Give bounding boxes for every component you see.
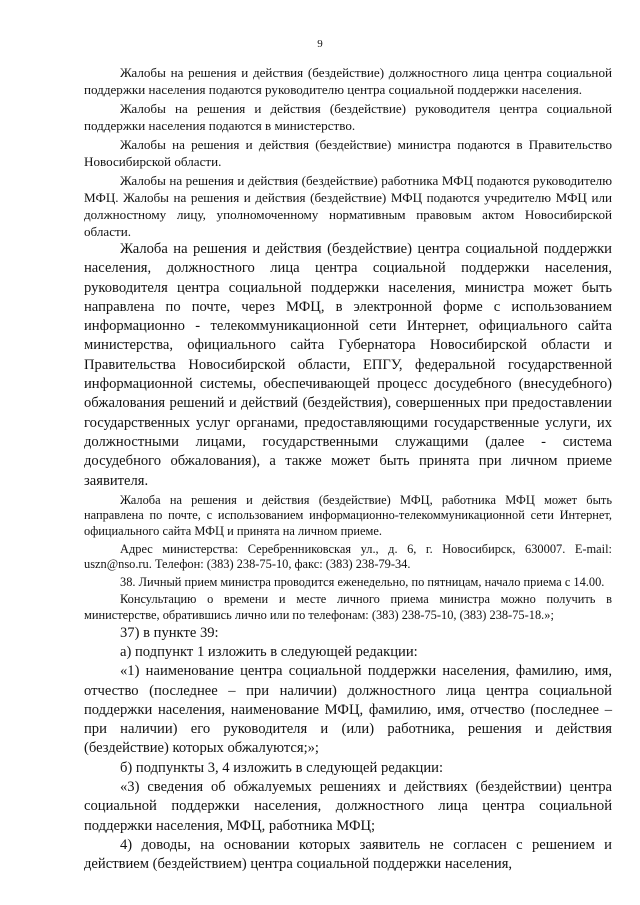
paragraph-7: Адрес министерства: Серебренниковская ул., д. 6, г. Новосибирск, 630007. E-mail: uszn@nso.ru. Телефон: (383) 238-75-10, факс: (383) 238-79-34. [84,541,612,572]
paragraph-12: «1) наименование центра социальной поддержки населения, фамилию, имя, отчество (последнее – при наличии) должностного лица центра социальной поддержки населения, наименование МФЦ, фамилию, имя, отчество (последнее – при наличии) его руководителя и (или) работника, решения и действия (бездействие) которых обжалуются;»; [84,663,612,757]
paragraph-5: Жалоба на решения и действия (бездействие) центра социальной поддержки населения, должностного лица центра социальной поддержки населения, руководителя центра социальной поддержки населения, министра может быть направлена по почте, через МФЦ, в электронной форме с использованием информационно - телекоммуникационной сети Интернет, официального сайта министерства, официального сайта Губернатора Новосибирской области и Правительства Новосибирской области, ЕПГУ, федеральной государственной информационной системы, обеспечивающей процесс досудебного (внесудебного) обжалования решений и действий (бездействия), совершенных при предоставлении государственных услуг органами, предоставляющими государственные услуги, их должностными лицами, государственными служащими (далее - система досудебного обжалования), а также может быть принята при личном приеме заявителя. [84,241,612,489]
paragraph-10: 37) в пункте 39: [120,624,219,641]
paragraph-2: Жалобы на решения и действия (бездействие) руководителя центра социальной поддержки населения подаются в министерство. [84,101,612,133]
document-body [84,64,612,874]
paragraph-3: Жалобы на решения и действия (бездействие) министра подаются в Правительство Новосибирской области. [84,137,612,169]
paragraph-1: Жалобы на решения и действия (бездействие) должностного лица центра социальной поддержки населения подаются руководителю центра социальной поддержки населения. [84,65,612,97]
paragraph-11: а) подпункт 1 изложить в следующей редакции: [120,643,418,660]
paragraph-6: Жалоба на решения и действия (бездействие) МФЦ, работника МФЦ может быть направлена по почте, с использованием информационно-телекоммуникационной сети Интернет, официального сайта МФЦ и принята на личном приеме. [84,492,612,539]
paragraph-13: б) подпункты 3, 4 изложить в следующей редакции: [120,759,444,776]
paragraph-8: 38. Личный прием министра проводится еженедельно, по пятницам, начало приема с 14.00. [120,574,605,589]
paragraph-14: «3) сведения об обжалуемых решениях и действиях (бездействии) центра социальной поддержки населения, должностного лица центра социальной поддержки населения, МФЦ, работника МФЦ; [84,778,612,834]
paragraph-9: Консультацию о времени и месте личного приема министра можно получить в министерстве, обратившись лично или по телефонам: (383) 238-75-10, (383) 238-75-18.»; [84,592,612,623]
paragraph-4: Жалобы на решения и действия (бездействие) работника МФЦ подаются руководителю МФЦ. Жалобы на решения и действия (бездействие) МФЦ подаются учредителю МФЦ или должностному лицу, уполномоченному нормативным правовым актом Новосибирской области. [84,173,612,239]
page-number: 9 [317,38,323,50]
paragraph-15: 4) доводы, на основании которых заявитель не согласен с решением и действием (бездействием) центра социальной поддержки населения, [84,836,612,873]
